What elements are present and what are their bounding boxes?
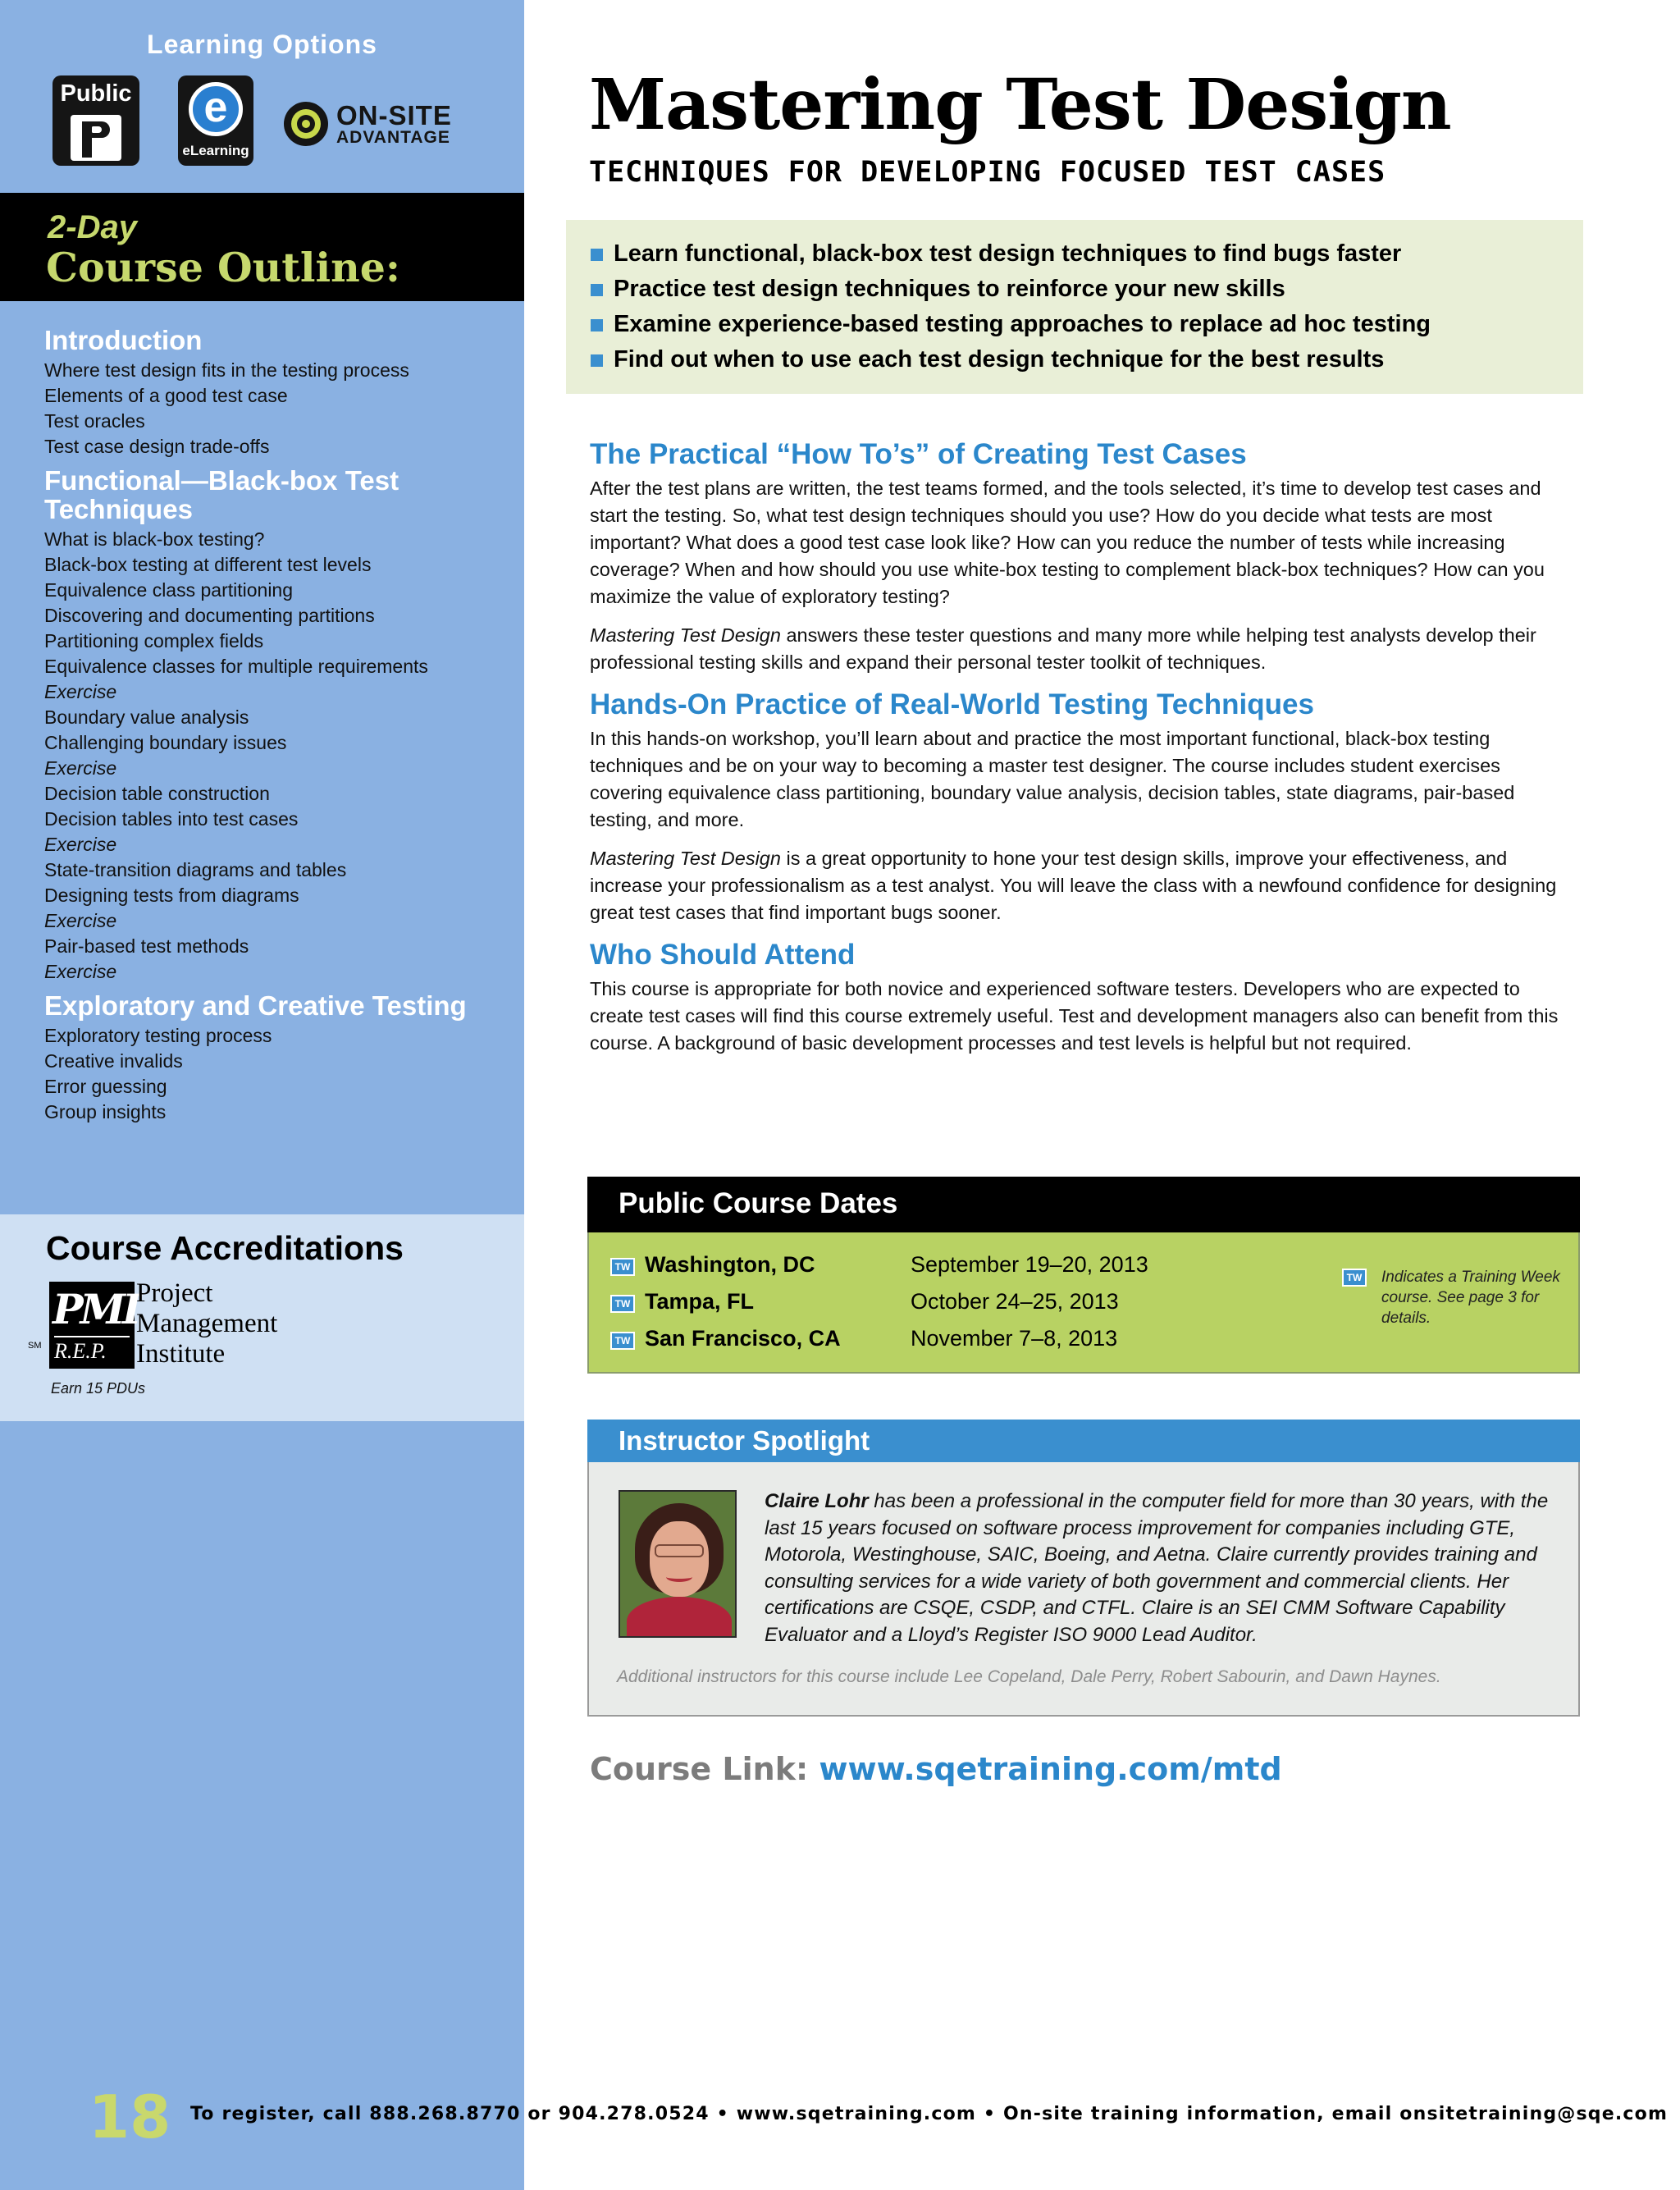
outline-exercise-item: Exercise [44,757,117,779]
page-number: 18 [89,2083,171,2151]
outline-item: Equivalence class partitioning [44,579,294,601]
date-row-city: San Francisco, CA [645,1326,841,1351]
section-heading-hands-on: Hands-On Practice of Real-World Testing Techniques [590,688,1314,720]
date-row-dates: September 19–20, 2013 [911,1252,1148,1277]
square-bullet-icon [591,354,603,367]
training-week-icon: TW [610,1295,635,1313]
pmi-words [136,1278,277,1369]
pdu-note: Earn 15 PDUs [51,1380,146,1397]
outline-item: Group insights [44,1101,167,1122]
course-accreditations [0,1214,524,1421]
outline-item: State-transition diagrams and tables [44,859,347,880]
benefit-bullet-text: Find out when to use each test design technique for the best results [614,346,1385,373]
public-course-logo [52,75,139,166]
instructor-spotlight [587,1420,1580,1717]
how-tos-paragraph-2-text: answers these tester questions and many more while helping test analysts develop their professional testing skills and expand their personal tester toolkit of techniques. [590,624,1536,673]
outline-item: Equivalence classes for multiple requirements [44,656,428,677]
public-logo-text: Public [60,80,132,107]
date-row-city: Tampa, FL [645,1289,755,1314]
date-row-dates: November 7–8, 2013 [911,1326,1118,1351]
footer-registration-info: To register, call 888.268.8770 or 904.278.0524 • www.sqetraining.com • On-site training information, email onsitetraining@sqe.com [190,2104,1669,2124]
pmi-mark: PMI [52,1285,139,1333]
outline-section-heading: Exploratory and Creative Testing [44,990,467,1021]
training-week-icon: TW [610,1332,635,1350]
outline-item: Partitioning complex fields [44,630,264,652]
pmi-box-icon [49,1282,139,1369]
section-heading-who-should-attend: Who Should Attend [590,939,856,971]
public-course-dates [587,1177,1580,1374]
outline-item: Error guessing [44,1076,167,1097]
outline-item: Where test design fits in the testing process [44,359,409,381]
elearning-logo [178,75,253,166]
date-row-dates: October 24–25, 2013 [911,1289,1119,1314]
hands-on-paragraph-2-text: is a great opportunity to hone your test design skills, improve your effectiveness, and increase your professionalism as a test analyst. You will leave the class with a newfound confidence for designing great test cases that find important bugs sooner. [590,848,1557,923]
outline-item: Boundary value analysis [44,706,249,728]
who-should-attend-paragraph: This course is appropriate for both novice and experienced software testers. Developers who are expected to create test cases will find this course extremely useful. Test and development managers also can benefit from this course. A background of basic development processes and test levels is helpful but not required. [590,978,1559,1054]
benefit-bullet [591,342,1583,377]
hands-on-paragraph-1: In this hands-on workshop, you’ll learn about and practice the most important functional, black-box testing techniques and be on your way to becoming a master test designer. The course includes student exercises covering equivalence class partitioning, boundary value analysis, decision tables, state diagrams, pair-based testing, and more. [590,728,1515,830]
advantage-logo-text: ADVANTAGE [336,128,450,147]
outline-item: Creative invalids [44,1050,183,1072]
instructor-spotlight-body [587,1462,1580,1717]
pmi-rep: R.E.P. [54,1336,130,1364]
section-heading-how-tos: The Practical “How To’s” of Creating Test Cases [590,438,1247,470]
training-week-note-text: Indicates a Training Week course. See page 3 for details. [1381,1269,1560,1327]
key-benefits-box [566,220,1583,394]
learning-options-title: Learning Options [147,30,377,59]
course-outline-header [0,193,524,301]
outline-exercise-item: Exercise [44,834,117,855]
square-bullet-icon [591,319,603,331]
benefit-bullet [591,307,1583,342]
onsite-advantage-logo [282,98,479,149]
outline-item: Challenging boundary issues [44,732,287,753]
pmi-sm-mark: SM [28,1341,42,1351]
instructor-bio-text: has been a professional in the computer field for more than 30 years, with the last 15 years focused on software process improvement for companies including GTE, Motorola, Westinghouse, SAIC, Boeing, and Aetna. Claire currently provides training and consulting services for a wide variety of both government and commercial clients. Her certifications are CSQE, CSDP, and CTFL. Claire is an SEI CMM Software Capability Evaluator and a Lloyd’s Register ISO 9000 Lead Auditor. [765,1490,1549,1646]
page-subtitle: TECHNIQUES FOR DEVELOPING FOCUSED TEST CASES [589,156,1386,189]
pmi-word-management: Management [136,1309,278,1338]
course-dates-body [587,1232,1580,1374]
benefit-bullet [591,236,1583,272]
course-duration: 2-Day [48,209,137,245]
page-title: Mastering Test Design [589,64,1451,146]
date-row [610,1252,1234,1282]
date-row-city: Washington, DC [645,1252,815,1277]
instructor-name: Claire Lohr [765,1490,869,1512]
pmi-word-project: Project [136,1278,213,1308]
outline-item: Pair-based test methods [44,935,249,957]
e-letter-icon: e [189,82,243,136]
outline-exercise-item: Exercise [44,681,117,702]
onsite-logo-text: ON-SITE [336,100,452,130]
instructor-bio [765,1488,1560,1648]
outline-item: Decision table construction [44,783,270,804]
course-description [590,437,1574,1073]
how-tos-paragraph-1: After the test plans are written, the test teams formed, and the tools selected, it’s time to develop test cases and start the testing. So, what test design techniques should you use? How do you decide what tests are most important? What does a good test case look like? How can you reduce the number of tests while increasing coverage? When and how should you use white-box testing to complement black-box techniques? How can you maximize the value of exploratory testing? [590,478,1545,607]
instructor-spotlight-heading: Instructor Spotlight [587,1420,1580,1462]
outline-exercise-item: Exercise [44,961,117,982]
p-letter-icon [71,115,121,161]
course-link [590,1751,1282,1787]
outline-item: Test case design trade-offs [44,436,270,457]
outline-item: Elements of a good test case [44,385,288,406]
pmi-logo [25,1278,287,1377]
course-link-url[interactable]: www.sqetraining.com/mtd [819,1751,1282,1787]
benefit-bullet-text: Examine experience-based testing approaches to replace ad hoc testing [614,311,1431,337]
accreditations-heading: Course Accreditations [46,1229,404,1267]
outline-item: Test oracles [44,410,145,432]
date-row [610,1289,1234,1319]
outline-exercise-item: Exercise [44,910,117,931]
outline-section-heading: Functional—Black-box Test Techniques [44,465,399,524]
pmi-word-institute: Institute [136,1339,226,1369]
course-name-italic: Mastering Test Design [590,624,781,646]
instructor-photo [619,1490,737,1638]
training-week-icon: TW [1342,1269,1367,1287]
square-bullet-icon [591,249,603,261]
course-outline-title: Course Outline: [46,244,401,291]
training-week-icon: TW [610,1258,635,1276]
benefit-bullet-text: Practice test design techniques to reinforce your new skills [614,276,1285,302]
benefit-bullet [591,272,1583,307]
outline-item: What is black-box testing? [44,528,265,550]
benefit-bullet-text: Learn functional, black-box test design techniques to find bugs faster [614,240,1402,267]
elearning-logo-text: eLearning [182,143,249,158]
course-name-italic: Mastering Test Design [590,848,781,869]
course-outline [44,326,512,1125]
outline-item: Discovering and documenting partitions [44,605,375,626]
target-icon [284,102,328,146]
course-dates-heading: Public Course Dates [587,1177,1580,1232]
sidebar [0,0,524,2190]
how-tos-paragraph-2 [590,622,1574,676]
square-bullet-icon [591,284,603,296]
outline-item: Decision tables into test cases [44,808,299,830]
outline-section-heading: Introduction [44,325,203,355]
outline-item: Black-box testing at different test levels [44,554,372,575]
course-link-label: Course Link: [590,1751,809,1787]
date-row [610,1326,1234,1356]
hands-on-paragraph-2 [590,845,1574,926]
outline-item: Exploratory testing process [44,1025,272,1046]
additional-instructors: Additional instructors for this course include Lee Copeland, Dale Perry, Robert Sabourin, and Dawn Haynes. [617,1667,1441,1686]
outline-item: Designing tests from diagrams [44,885,299,906]
